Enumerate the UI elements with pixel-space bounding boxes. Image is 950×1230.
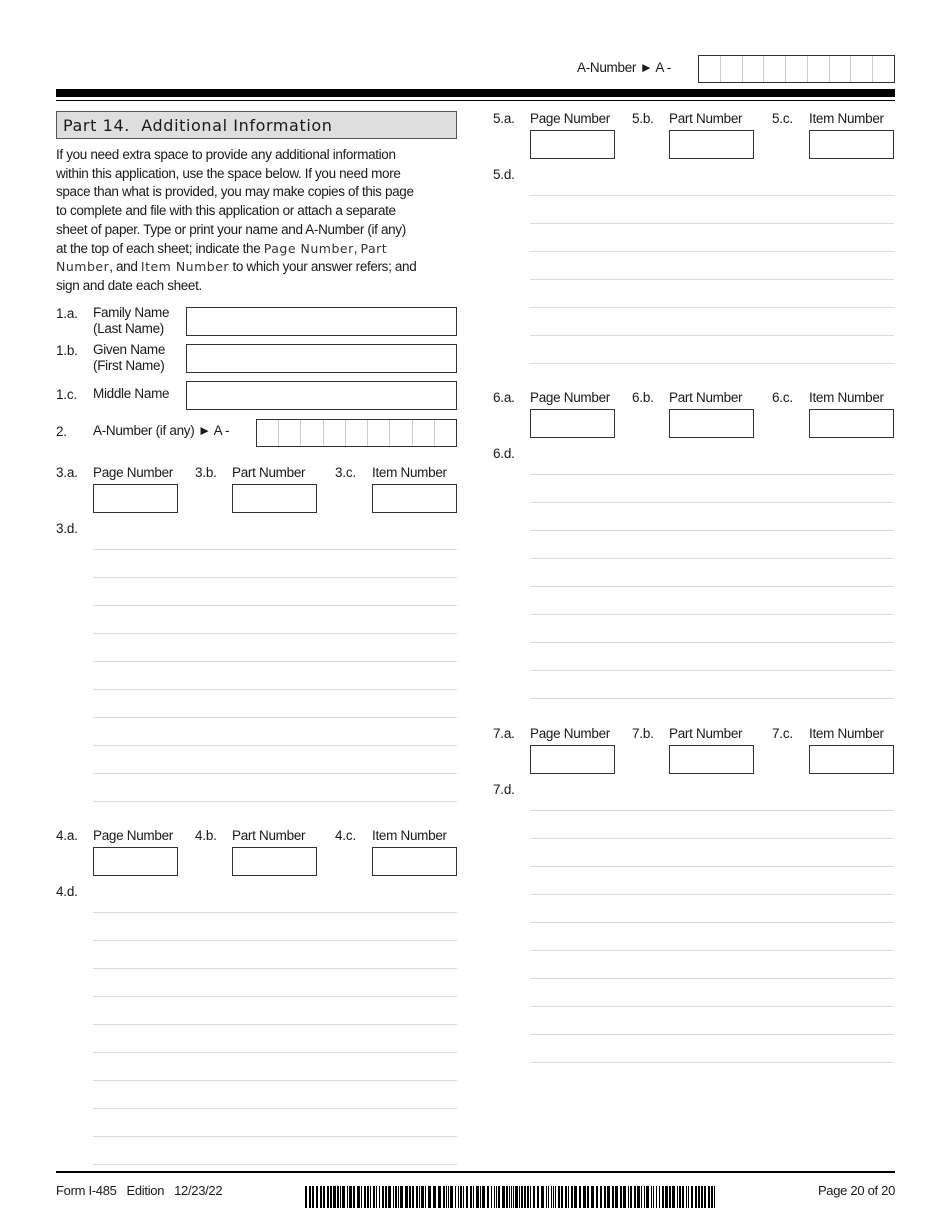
barcode-bar [340,1186,341,1208]
answer-line[interactable] [530,195,894,196]
answer-line[interactable] [530,866,894,867]
barcode-bar [679,1186,681,1208]
barcode-bar [400,1186,403,1208]
barcode-bar [491,1186,492,1208]
barcode-bar [714,1186,715,1208]
barcode-bar [533,1186,535,1208]
instruction-text: , and [109,259,141,275]
barcode-bar [628,1186,629,1208]
answer-line[interactable] [93,1164,457,1165]
item-number: 4.c. [335,828,356,843]
barcode-bar [476,1186,479,1208]
answer-line[interactable] [530,922,894,923]
barcode-bar [421,1186,424,1208]
barcode-bar [480,1186,481,1208]
barcode-bar [698,1186,700,1208]
item-number: 7.b. [632,726,654,741]
barcode-bar [466,1186,468,1208]
header-a-number-label: A-Number ► A - [577,60,671,75]
instruction-line: If you need extra space to provide any additional information [56,147,396,162]
page-number-label: Page Number [530,111,610,126]
item-number: 3.d. [56,521,78,536]
barcode-bar [470,1186,472,1208]
answer-line[interactable] [93,912,457,913]
barcode-bar [527,1186,529,1208]
barcode-bar [364,1186,366,1208]
answer-line[interactable] [93,605,457,606]
item-number-label: Item Number [809,111,884,126]
barcode-bar [379,1186,380,1208]
instruction-line [56,240,466,259]
a-number-input[interactable] [256,419,457,447]
answer-line[interactable] [530,978,894,979]
answer-line[interactable] [93,996,457,997]
barcode-bar [487,1186,489,1208]
given-name-sublabel: (First Name) [93,358,165,373]
barcode-graphic [305,1186,715,1208]
item-number: 7.d. [493,782,515,797]
barcode-bar [312,1186,314,1208]
barcode-bar [579,1186,581,1208]
answer-line[interactable] [530,810,894,811]
middle-name-input[interactable] [186,381,457,410]
item-number: 2. [56,424,67,439]
barcode-bar [546,1186,547,1208]
answer-line[interactable] [530,894,894,895]
barcode-bar [695,1186,697,1208]
given-name-label: Given Name [93,342,166,357]
barcode-bar [530,1186,531,1208]
barcode-bar [558,1186,560,1208]
instruction-line: to complete and file with this application or attach a separate [56,203,396,219]
part-number-label: Part Number [669,390,743,405]
page-number-input[interactable] [93,484,178,513]
page-number-label: Page Number [93,465,173,480]
family-name-input[interactable] [186,307,457,336]
answer-line[interactable] [93,940,457,941]
barcode-bar [370,1186,371,1208]
barcode-bar [587,1186,589,1208]
barcode-bar [448,1186,449,1208]
instruction-text: , [353,240,361,256]
barcode-bar [409,1186,411,1208]
part-number-input[interactable] [669,409,754,438]
barcode-bar [574,1186,577,1208]
barcode-bar [498,1186,500,1208]
part-number-label: Part Number [232,465,306,480]
barcode-bar [513,1186,514,1208]
barcode-bar [305,1186,307,1208]
barcode-bar [373,1186,375,1208]
answer-line[interactable] [530,335,894,336]
answer-line[interactable] [93,717,457,718]
barcode-bar [607,1186,610,1208]
barcode-bar [665,1186,668,1208]
barcode-bar [416,1186,418,1208]
barcode-bar [515,1186,518,1208]
answer-line[interactable] [530,502,894,503]
barcode-bar [634,1186,636,1208]
barcode-bar [686,1186,687,1208]
part-title-box [56,111,457,139]
instruction-text: at the top of each sheet; indicate the [56,240,264,256]
page-number-input[interactable] [530,745,615,774]
answer-line[interactable] [530,1006,894,1007]
barcode-bar [653,1186,654,1208]
item-number-label: Item Number [372,828,447,843]
instruction-line: sheet of paper. Type or print your name and A-Number (if any) [56,221,406,237]
answer-line[interactable] [530,223,894,224]
header-a-number-input[interactable] [698,55,895,83]
item-number: 4.b. [195,828,217,843]
barcode-bar [395,1186,397,1208]
answer-line[interactable] [93,549,457,550]
answer-line[interactable] [530,530,894,531]
barcode-bar [568,1186,569,1208]
barcode-bar [583,1186,586,1208]
instruction-line [56,258,466,277]
barcode-bar [502,1186,505,1208]
answer-line[interactable] [530,279,894,280]
item-number: 1.a. [56,306,78,321]
item-number: 4.d. [56,884,78,899]
barcode-bar [388,1186,391,1208]
item-number: 3.b. [195,465,217,480]
barcode-bar [494,1186,495,1208]
answer-line[interactable] [93,1080,457,1081]
barcode-bar [473,1186,474,1208]
barcode-bar [615,1186,618,1208]
barcode-bar [623,1186,626,1208]
family-name-sublabel: (Last Name) [93,321,164,336]
barcode-bar [455,1186,456,1208]
barcode-bar [612,1186,614,1208]
barcode-bar [571,1186,573,1208]
answer-line[interactable] [93,745,457,746]
barcode-bar [591,1186,594,1208]
answer-line[interactable] [93,661,457,662]
item-number: 6.b. [632,390,654,405]
barcode-bar [596,1186,598,1208]
barcode-bar [646,1186,649,1208]
barcode-bar [682,1186,684,1208]
barcode [305,1186,715,1208]
middle-name-label: Middle Name [93,386,170,401]
barcode-bar [419,1186,420,1208]
barcode-bar [656,1186,657,1208]
barcode-bar [316,1186,318,1208]
barcode-bar [521,1186,523,1208]
answer-line[interactable] [530,614,894,615]
item-number-input[interactable] [809,409,894,438]
barcode-bar [677,1186,678,1208]
item-number: 6.a. [493,390,515,405]
barcode-bar [323,1186,325,1208]
answer-line[interactable] [93,773,457,774]
barcode-bar [393,1186,394,1208]
barcode-bar [330,1186,332,1208]
item-number-label: Item Number [372,465,447,480]
instruction-term: Part [360,240,388,256]
barcode-bar [565,1186,567,1208]
item-number-input[interactable] [809,745,894,774]
barcode-bar [496,1186,497,1208]
answer-line[interactable] [93,633,457,634]
part-instructions [56,146,466,296]
page-number-input[interactable] [93,847,178,876]
answer-line[interactable] [530,251,894,252]
barcode-bar [708,1186,710,1208]
item-number: 1.c. [56,387,77,402]
item-number: 4.a. [56,828,78,843]
barcode-bar [561,1186,563,1208]
barcode-bar [333,1186,336,1208]
barcode-bar [376,1186,377,1208]
barcode-bar [482,1186,485,1208]
barcode-bar [604,1186,606,1208]
footer-rule [56,1171,895,1173]
barcode-bar [691,1186,693,1208]
barcode-bar [662,1186,664,1208]
family-name-label: Family Name [93,305,170,320]
item-number-input[interactable] [809,130,894,159]
instruction-line: space than what is provided, you may make copies of this page [56,184,414,200]
item-number: 1.b. [56,343,78,358]
barcode-bar [458,1186,459,1208]
barcode-bar [353,1186,355,1208]
given-name-input[interactable] [186,344,457,373]
page-number-label: Page Number [530,390,610,405]
barcode-bar [511,1186,512,1208]
barcode-bar [541,1186,544,1208]
barcode-bar [433,1186,436,1208]
barcode-bar [641,1186,642,1208]
barcode-bar [701,1186,703,1208]
instruction-line: sign and date each sheet. [56,277,202,293]
page-number-label: Page Number [93,828,173,843]
answer-line[interactable] [530,1062,894,1063]
answer-line[interactable] [93,1108,457,1109]
barcode-bar [620,1186,622,1208]
barcode-bar [425,1186,426,1208]
answer-line[interactable] [530,642,894,643]
item-number: 6.c. [772,390,793,405]
barcode-bar [555,1186,556,1208]
part-number-input[interactable] [669,745,754,774]
answer-line[interactable] [93,689,457,690]
barcode-bar [349,1186,352,1208]
barcode-bar [644,1186,645,1208]
barcode-bar [342,1186,345,1208]
barcode-bar [463,1186,464,1208]
barcode-bar [438,1186,441,1208]
part-number-input[interactable] [669,130,754,159]
instruction-text: to which your answer refers; and [229,259,417,275]
barcode-bar [519,1186,520,1208]
answer-line[interactable] [93,801,457,802]
barcode-bar [357,1186,360,1208]
item-number: 6.d. [493,446,515,461]
barcode-bar [460,1186,462,1208]
barcode-bar [412,1186,414,1208]
part-number-label: Part Number [232,828,306,843]
answer-line[interactable] [530,950,894,951]
item-number: 7.a. [493,726,515,741]
barcode-bar [630,1186,632,1208]
barcode-bar [382,1186,384,1208]
item-number: 3.a. [56,465,78,480]
barcode-bar [704,1186,706,1208]
barcode-bar [672,1186,675,1208]
header-rule-thin [56,100,895,101]
answer-line[interactable] [530,363,894,364]
answer-line[interactable] [93,1024,457,1025]
barcode-bar [659,1186,660,1208]
form-id: Form I-485 Edition 12/23/22 [56,1183,223,1198]
answer-line[interactable] [530,670,894,671]
barcode-bar [337,1186,339,1208]
answer-line[interactable] [93,1136,457,1137]
header-rule-thick [56,89,895,97]
answer-line[interactable] [530,698,894,699]
page-number: Page 20 of 20 [817,1183,895,1198]
barcode-bar [551,1186,552,1208]
part-number-input[interactable] [232,484,317,513]
part-number-label: Part Number [669,726,743,741]
item-number: 5.a. [493,111,515,126]
item-number: 7.c. [772,726,793,741]
barcode-bar [524,1186,526,1208]
barcode-bar [537,1186,539,1208]
barcode-bar [361,1186,362,1208]
barcode-bar [637,1186,640,1208]
barcode-bar [600,1186,602,1208]
barcode-bar [320,1186,322,1208]
item-number-label: Item Number [809,390,884,405]
barcode-bar [327,1186,329,1208]
barcode-bar [711,1186,713,1208]
barcode-bar [669,1186,671,1208]
answer-line[interactable] [530,558,894,559]
barcode-bar [385,1186,387,1208]
barcode-bar [398,1186,399,1208]
answer-line[interactable] [93,1052,457,1053]
page-number-input[interactable] [530,409,615,438]
item-number-input[interactable] [372,484,457,513]
answer-line[interactable] [93,968,457,969]
answer-line[interactable] [530,307,894,308]
barcode-bar [450,1186,453,1208]
barcode-bar [428,1186,431,1208]
barcode-bar [309,1186,311,1208]
answer-line[interactable] [530,838,894,839]
instruction-line: within this application, use the space below. If you need more [56,165,401,181]
page-number-label: Page Number [530,726,610,741]
barcode-bar [506,1186,508,1208]
item-number: 5.c. [772,111,793,126]
answer-line[interactable] [93,577,457,578]
item-number: 3.c. [335,465,356,480]
answer-line[interactable] [530,474,894,475]
barcode-bar [405,1186,408,1208]
answer-line[interactable] [530,586,894,587]
item-number-input[interactable] [372,847,457,876]
barcode-bar [443,1186,445,1208]
item-number: 5.d. [493,167,515,182]
barcode-bar [688,1186,689,1208]
part-title: Part 14. Additional Information [63,116,333,135]
instruction-term: Page Number [263,240,354,256]
barcode-bar [651,1186,652,1208]
barcode-bar [367,1186,369,1208]
part-number-label: Part Number [669,111,743,126]
barcode-bar [347,1186,348,1208]
item-number-label: Item Number [809,726,884,741]
answer-line[interactable] [530,1034,894,1035]
instruction-term: Item Number [140,259,230,275]
barcode-bar [553,1186,554,1208]
barcode-bar [509,1186,510,1208]
instruction-term: Number [56,259,110,275]
barcode-bar [548,1186,549,1208]
page-number-input[interactable] [530,130,615,159]
a-number-label: A-Number (if any) ► A - [93,423,230,438]
barcode-bar [446,1186,447,1208]
part-number-input[interactable] [232,847,317,876]
item-number: 5.b. [632,111,654,126]
